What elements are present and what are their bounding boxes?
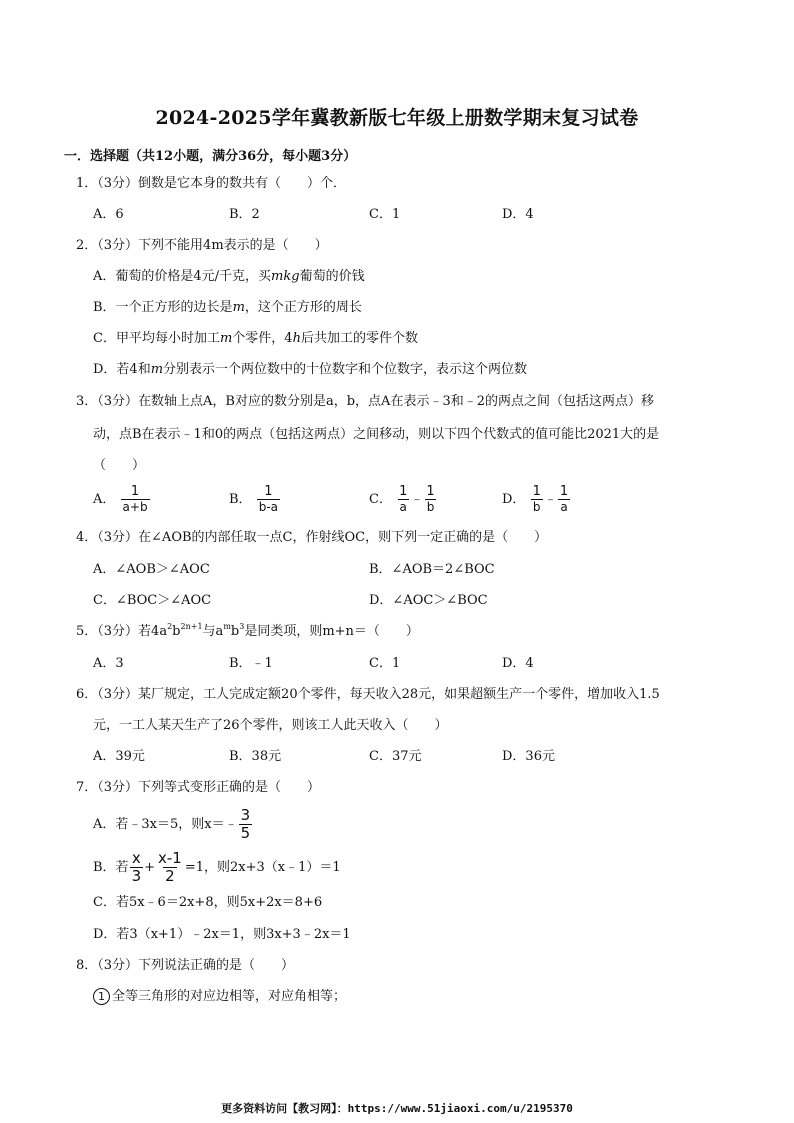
fraction: $\frac{1}{b-a}$	[258, 484, 279, 514]
question-3-option-d: D． $\frac{1}{b}$ ﹣ $\frac{1}{a}$	[502, 484, 569, 514]
question-6-option-b: B．38元	[229, 749, 282, 764]
question-6-stem-line2: 元，一工人某天生产了26个零件，则该工人此天收入（ ）	[93, 718, 448, 733]
question-2-stem: 2．（3分）下列不能用4m表示的是（ ）	[76, 238, 328, 253]
fraction: $\frac{3}{5}$	[240, 806, 251, 842]
question-4-option-b: B．∠AOB＝2∠BOC	[369, 562, 495, 577]
question-2-option-b: B．一个正方形的边长是m，这个正方形的周长	[93, 300, 362, 315]
question-7-option-d: D．若3（x+1）﹣2x＝1，则3x+3﹣2x＝1	[93, 927, 351, 942]
question-4-stem: 4．（3分）在∠AOB的内部任取一点C，作射线OC，则下列一定正确的是（ ）	[76, 530, 548, 545]
question-8-stem: 8．（3分）下列说法正确的是（ ）	[76, 958, 295, 973]
section-heading: 一．选择题（共12小题，满分36分，每小题3分）	[64, 149, 357, 164]
fraction: $\frac{1}{a}$	[399, 484, 408, 514]
question-3-option-b: B． $\frac{1}{b-a}$	[229, 484, 279, 514]
question-5-stem: 5．（3分）若$4a^2b^{2n+1}$与$a^mb^3$是同类项，则m+n＝（ ）	[76, 622, 419, 639]
question-3-stem-line1: 3．（3分）在数轴上点A，B对应的数分别是a，b，点A在表示﹣3和﹣2的两点之间（包括这两点）移	[76, 394, 654, 409]
question-7-option-a: A．若﹣3x＝5，则x＝﹣ $\frac{3}{5}$	[93, 806, 251, 842]
question-1-option-d: D．4	[502, 207, 534, 222]
question-6-option-d: D．36元	[502, 749, 555, 764]
question-6-option-c: C．37元	[369, 749, 422, 764]
fraction: $\frac{1}{b}$	[532, 484, 541, 514]
fraction: $\frac{x}{3}$	[131, 849, 142, 885]
question-5-option-a: A．3	[93, 656, 124, 671]
question-1-stem: 1．（3分）倒数是它本身的数共有（ ）个．	[76, 176, 347, 191]
question-4-option-c: C．∠BOC＞∠AOC	[93, 593, 212, 608]
question-1-option-b: B．2	[229, 207, 260, 222]
question-5-option-d: D．4	[502, 656, 534, 671]
question-8-statement-1: 1 全等三角形的对应边相等，对应角相等；	[93, 988, 346, 1006]
question-5-option-b: B．﹣1	[229, 656, 273, 671]
page-title: 2024-2025学年冀教新版七年级上册数学期末复习试卷	[155, 107, 639, 129]
question-7-option-b: B．若 $\frac{x}{3}$ + $\frac{x-1}{2}$ =1，则2x+3（x﹣1）＝1	[93, 849, 341, 885]
question-6-stem-line1: 6．（3分）某厂规定，工人完成定额20个零件，每天收入28元，如果超额生产一个零件，增加收入1.5	[76, 687, 660, 702]
question-1-option-c: C．1	[369, 207, 401, 222]
fraction: $\frac{1}{b}$	[426, 484, 435, 514]
question-3-option-c: C． $\frac{1}{a}$ ﹣ $\frac{1}{b}$	[369, 484, 435, 514]
question-3-option-a: A． $\frac{1}{a+b}$	[93, 484, 148, 514]
question-1-option-a: A．6	[93, 207, 124, 222]
question-6-option-a: A．39元	[93, 749, 145, 764]
question-7-option-c: C．若5x﹣6＝2x+8，则5x+2x＝8+6	[93, 895, 323, 910]
footer-link[interactable]: 更多资料访问【教习网】：https://www.51jiaoxi.com/u/2195370	[221, 1102, 573, 1115]
question-3-stem-line3: （ ）	[93, 458, 146, 473]
question-4-option-a: A．∠AOB＞∠AOC	[93, 562, 210, 577]
question-2-option-a: A．葡萄的价格是4元/千克，买mkg葡萄的价钱	[93, 269, 365, 284]
fraction: $\frac{1}{a+b}$	[122, 484, 148, 514]
question-2-option-c: C．甲平均每小时加工m个零件，4h后共加工的零件个数	[93, 331, 418, 346]
circled-number: 1	[93, 988, 110, 1005]
fraction: $\frac{x-1}{2}$	[158, 849, 182, 885]
question-2-option-d: D．若4和m分别表示一个两位数中的十位数字和个位数字，表示这个两位数	[93, 362, 528, 377]
question-7-stem: 7．（3分）下列等式变形正确的是（ ）	[76, 780, 321, 795]
fraction: $\frac{1}{a}$	[559, 484, 569, 514]
question-4-option-d: D．∠AOC＞∠BOC	[369, 593, 488, 608]
question-5-option-c: C．1	[369, 656, 401, 671]
question-3-stem-line2: 动，点B在表示﹣1和0的两点（包括这两点）之间移动，则以下四个代数式的值可能比2021大的是	[93, 427, 660, 442]
